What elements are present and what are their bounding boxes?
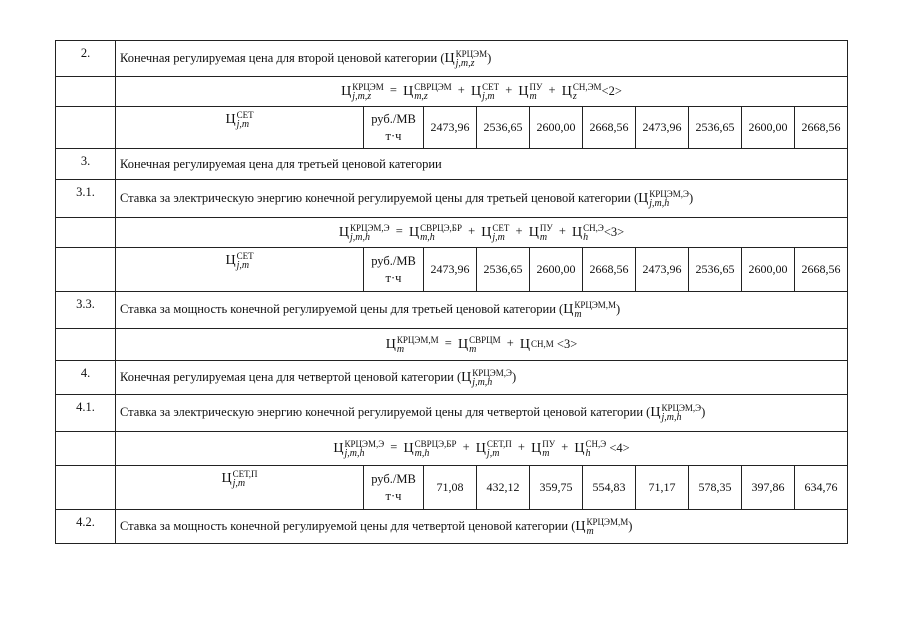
term-sub: m (539, 231, 548, 243)
value-cell: 2600,00 (742, 107, 795, 149)
plus-sign: + (515, 224, 523, 239)
value-symbol-sup: СЕТ (236, 251, 254, 261)
unit-line-1: руб./МВ (371, 471, 416, 486)
value-cell: 2473,96 (636, 107, 689, 149)
value-symbol-sup: СЕТ,П (232, 469, 258, 479)
value-symbol-base: Ц (225, 111, 236, 127)
term-sup: СН,Э (583, 222, 604, 233)
row-number: 3. (56, 149, 116, 180)
term-symbol: Ц (333, 440, 344, 456)
value-symbol-base: Ц (221, 470, 232, 486)
value-symbol-sub: j,m (236, 119, 250, 130)
term-sup: СЕТ (492, 222, 510, 233)
row-text-content: Ставка за мощность конечной регулируемой цены для третьей ценовой категории ( (120, 301, 564, 316)
unit-line-2: т·ч (385, 270, 402, 285)
term-sup: КРЦЭМ (352, 81, 384, 92)
price-symbol-indices (574, 301, 616, 319)
row-text (116, 41, 848, 77)
price-symbol-indices (661, 404, 701, 422)
price-symbol: Ц (638, 190, 649, 206)
term-sup: СН,ЭМ (572, 81, 602, 92)
empty-cell (56, 218, 116, 248)
unit-line-1: руб./МВ (371, 111, 416, 126)
term-symbol: Ц (408, 224, 420, 240)
term-sub: j,m,h (344, 447, 365, 459)
term-indices (487, 440, 512, 458)
value-cell: 2600,00 (742, 248, 795, 292)
term-sup: КРЦЭМ,М (396, 334, 439, 345)
unit-cell (364, 466, 424, 510)
term-symbol: Ц (574, 440, 585, 456)
unit-line-2: т·ч (385, 488, 402, 503)
row-number: 3.3. (56, 292, 116, 329)
close-paren: ) (616, 301, 621, 316)
term-indices (420, 224, 462, 242)
value-cell: 2536,65 (689, 107, 742, 149)
value-cell: 2668,56 (583, 248, 636, 292)
formula-ref: <3> (603, 224, 625, 239)
price-symbol-sub: j,m,z (455, 57, 475, 69)
values-row-4-1 (56, 466, 848, 510)
term-symbol: Ц (531, 440, 542, 456)
term-sup: СВРЦМ (469, 334, 501, 345)
row-4-1 (56, 395, 848, 432)
value-symbol-sub: j,m (232, 478, 246, 489)
formula-row-3-1 (56, 218, 848, 248)
term-sub: m,z (414, 90, 428, 102)
term-sup: ПУ (529, 81, 543, 92)
value-cell: 71,17 (636, 466, 689, 510)
term-indices (492, 224, 509, 242)
term-indices (482, 83, 499, 101)
empty-cell (56, 466, 116, 510)
close-paren: ) (487, 50, 492, 65)
price-symbol: Ц (650, 404, 661, 420)
plus-sign: + (548, 83, 556, 98)
value-symbol-indices (237, 111, 254, 129)
value-cell: 554,83 (583, 466, 636, 510)
formula-row-2 (56, 77, 848, 107)
row-text: Конечная регулируемая цена для третьей ценовой категории (116, 149, 848, 180)
price-symbol: Ц (575, 518, 586, 534)
term-symbol: Ц (561, 83, 572, 99)
value-cell: 2473,96 (636, 248, 689, 292)
empty-cell (56, 77, 116, 107)
value-cell: 2536,65 (477, 107, 530, 149)
price-symbol-sup: КРЦЭМ,Э (472, 367, 512, 378)
unit-cell (364, 107, 424, 149)
term-sub: m (542, 447, 550, 459)
price-symbol-sup: КРЦЭМ,Э (649, 188, 689, 199)
row-text (116, 395, 848, 432)
value-symbol-sup: СЕТ (236, 110, 254, 120)
row-3 (56, 149, 848, 180)
value-cell: 634,76 (795, 466, 848, 510)
term-symbol: Ц (403, 83, 414, 99)
term-sub: j,m (482, 90, 495, 102)
row-2 (56, 41, 848, 77)
plus-sign: + (506, 336, 514, 351)
value-symbol (116, 248, 364, 292)
close-paren: ) (701, 404, 706, 419)
equals-sign: = (444, 336, 452, 351)
term-sub: j,m,z (352, 90, 372, 102)
term-indices (531, 340, 554, 349)
row-3-3 (56, 292, 848, 329)
price-symbol-indices (587, 518, 629, 536)
plus-sign: + (517, 440, 525, 455)
row-text-content: Конечная регулируемая цена для второй ценовой категории ( (120, 50, 445, 65)
price-symbol-sub: j,m,h (649, 197, 670, 209)
formula (116, 329, 848, 361)
empty-cell (56, 432, 116, 466)
value-symbol-base: Ц (225, 252, 236, 268)
term-indices (469, 336, 501, 354)
term-sup: КРЦЭМ,Э (344, 438, 385, 449)
term-indices (415, 440, 457, 458)
term-indices (583, 224, 604, 242)
value-cell: 2668,56 (795, 107, 848, 149)
term-symbol: Ц (385, 336, 396, 352)
term-symbol: Ц (341, 83, 352, 99)
empty-cell (56, 329, 116, 361)
row-text (116, 180, 848, 218)
value-cell: 359,75 (530, 466, 583, 510)
price-symbol-indices (456, 50, 487, 68)
empty-cell (56, 248, 116, 292)
term-indices (530, 83, 543, 101)
term-sup: СВРЦЭ,БР (420, 222, 462, 233)
term-sub: m,h (414, 447, 430, 459)
term-sub: m (469, 343, 477, 355)
row-number: 2. (56, 41, 116, 77)
term-symbol: Ц (572, 224, 583, 240)
row-text-content: Конечная регулируемая цена для четвертой ценовой категории ( (120, 369, 462, 384)
value-cell: 71,08 (424, 466, 477, 510)
term-symbol: Ц (481, 224, 492, 240)
term-indices (352, 83, 383, 101)
formula-row-4-1 (56, 432, 848, 466)
term-sub: j,m (486, 447, 500, 459)
row-number: 4.2. (56, 510, 116, 544)
close-paren: ) (628, 518, 633, 533)
term-indices (586, 440, 607, 458)
formula-ref: <3> (556, 336, 578, 351)
term-sup: СН,Э (585, 438, 607, 449)
term-sub: m (529, 90, 537, 102)
term-sub: m,h (420, 231, 435, 243)
row-text-content: Ставка за электрическую энергию конечной регулируемой цены для третьей ценовой категории ( (120, 190, 639, 205)
empty-cell (56, 107, 116, 149)
value-symbol-indices (233, 470, 258, 488)
equals-sign: = (390, 440, 398, 455)
price-symbol: Ц (563, 301, 574, 317)
term-indices (414, 83, 451, 101)
term-symbol: Ц (518, 83, 529, 99)
value-symbol (116, 466, 364, 510)
value-cell: 2536,65 (477, 248, 530, 292)
value-cell: 2600,00 (530, 107, 583, 149)
row-number: 3.1. (56, 180, 116, 218)
term-indices (573, 83, 602, 101)
unit-cell (364, 248, 424, 292)
value-symbol (116, 107, 364, 149)
row-text (116, 292, 848, 329)
term-symbol: Ц (519, 336, 531, 352)
formula (116, 432, 848, 466)
unit-line-2: т·ч (385, 128, 402, 143)
formula (116, 77, 848, 107)
equals-sign: = (389, 83, 397, 98)
value-symbol-indices (237, 252, 254, 270)
term-sup: ПУ (539, 222, 553, 233)
value-cell: 2600,00 (530, 248, 583, 292)
formula-row-3-3 (56, 329, 848, 361)
plus-sign: + (558, 224, 566, 239)
formula-ref: <2> (601, 83, 622, 98)
term-sup: КРЦЭМ,Э (349, 222, 390, 233)
price-symbol-sub: j,m,h (661, 412, 682, 423)
price-symbol-sup: КРЦЭМ,М (574, 300, 617, 310)
term-indices (397, 336, 439, 354)
plus-sign: + (462, 440, 470, 455)
value-cell: 432,12 (477, 466, 530, 510)
term-sub: j,m (492, 231, 505, 243)
formula-ref: <4> (609, 440, 630, 455)
price-symbol-sub: j,m,h (472, 376, 493, 388)
term-sub: m (396, 343, 405, 355)
values-row-2 (56, 107, 848, 149)
price-symbol-sup: КРЦЭМ,Э (661, 403, 702, 413)
row-text (116, 361, 848, 395)
term-symbol: Ц (470, 83, 482, 99)
value-cell: 2473,96 (424, 248, 477, 292)
value-cell: 2473,96 (424, 107, 477, 149)
term-sup: СВРЦЭМ (414, 81, 452, 92)
row-number: 4.1. (56, 395, 116, 432)
price-symbol-indices (472, 369, 512, 387)
term-sub: j,m,h (349, 231, 370, 243)
row-text-content: Ставка за электрическую энергию конечной регулируемой цены для четвертой ценовой категории ( (120, 404, 651, 419)
row-3-1 (56, 180, 848, 218)
row-4-2 (56, 510, 848, 544)
values-row-3-1 (56, 248, 848, 292)
plus-sign: + (561, 440, 569, 455)
term-sub: h (585, 447, 591, 459)
term-indices (350, 224, 390, 242)
term-indices (540, 224, 553, 242)
term-sup: СЕТ,П (486, 438, 512, 449)
value-cell: 2668,56 (583, 107, 636, 149)
price-symbol: Ц (444, 50, 455, 66)
price-symbol-sup: КРЦЭМ,М (586, 516, 629, 527)
term-symbol: Ц (528, 224, 539, 240)
plus-sign: + (468, 224, 476, 239)
term-symbol: Ц (475, 440, 486, 456)
price-symbol-sub: m (574, 309, 582, 320)
tariff-table (55, 40, 848, 544)
term-indices (345, 440, 385, 458)
close-paren: ) (511, 369, 517, 384)
term-sup: ПУ (542, 438, 556, 449)
plus-sign: + (505, 83, 513, 98)
formula (116, 218, 848, 248)
value-symbol-sub: j,m (236, 260, 250, 271)
value-cell: 578,35 (689, 466, 742, 510)
term-sup: СЕТ (482, 81, 500, 92)
price-symbol-sub: m (586, 525, 594, 537)
term-indices (542, 440, 555, 458)
term-sup: СВРЦЭ,БР (414, 438, 457, 449)
term-symbol: Ц (403, 440, 414, 456)
row-number: 4. (56, 361, 116, 395)
price-symbol-sup: КРЦЭМ (455, 48, 488, 59)
value-cell: 397,86 (742, 466, 795, 510)
price-symbol-indices (649, 190, 689, 208)
equals-sign: = (395, 224, 403, 239)
close-paren: ) (688, 190, 694, 205)
row-4 (56, 361, 848, 395)
value-cell: 2668,56 (795, 248, 848, 292)
plus-sign: + (457, 83, 465, 98)
term-sup: СН,М (531, 339, 554, 349)
term-symbol: Ц (338, 224, 349, 240)
row-text-content: Ставка за мощность конечной регулируемой цены для четвертой ценовой категории ( (120, 518, 576, 533)
row-text (116, 510, 848, 544)
unit-line-1: руб./МВ (371, 253, 416, 268)
term-sub: h (583, 231, 589, 243)
price-symbol: Ц (461, 369, 472, 385)
term-symbol: Ц (457, 336, 469, 352)
term-sub: z (572, 90, 577, 102)
value-cell: 2536,65 (689, 248, 742, 292)
